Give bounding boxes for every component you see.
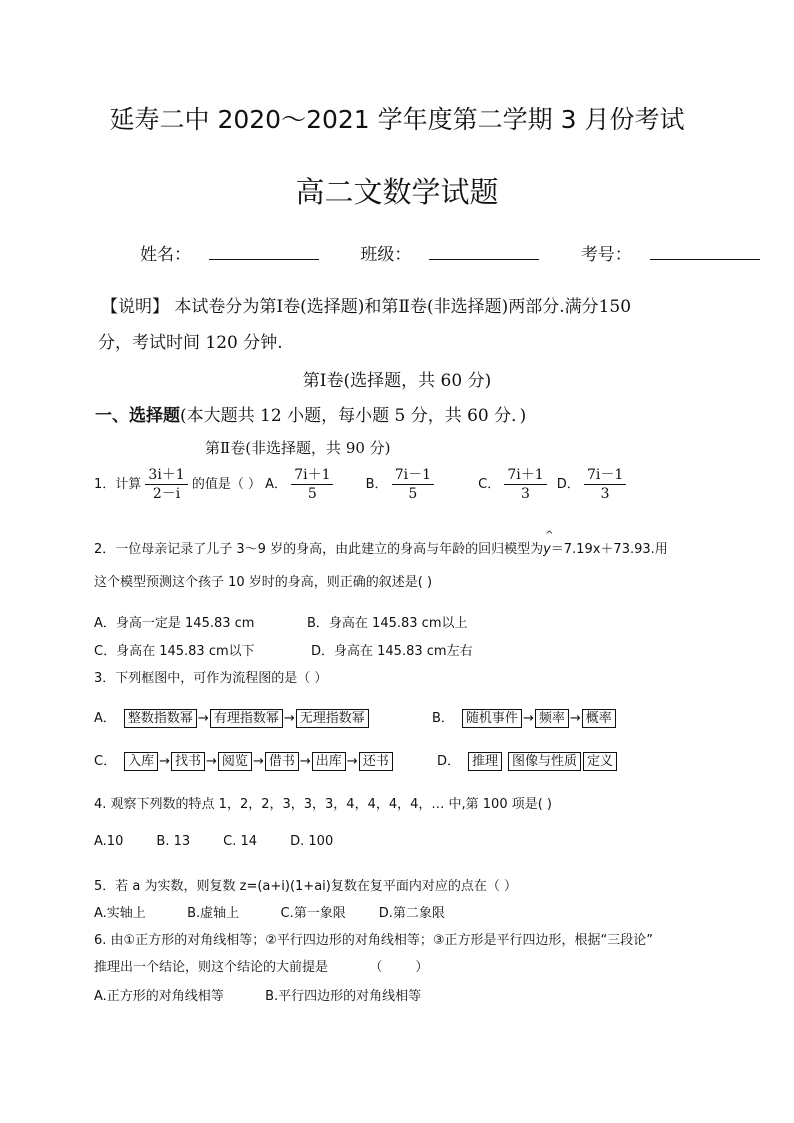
flow-box: 入库	[124, 752, 158, 771]
q1-opt-b-num: 7i－1	[392, 466, 434, 485]
question-4-stem: 4. 观察下列数的特点 1，2，2，3，3，3，4，4，4，4，… 中,第 100 项是( )	[94, 797, 552, 812]
q1-opt-a-den: 5	[307, 486, 317, 502]
student-info	[140, 240, 794, 265]
q1-opt-a-num: 7i＋1	[291, 466, 333, 485]
q1-opt-d-den: 3	[600, 486, 610, 502]
q1-fraction	[145, 466, 187, 503]
question-2-line-2: 这个模型预测这个孩子 10 岁时的身高，则正确的叙述是( )	[94, 575, 433, 590]
q1-opt-b-label: B．	[365, 477, 388, 492]
q1-frac-den: 2－i	[152, 486, 181, 502]
flow-box: 还书	[359, 752, 393, 771]
q5-options: A.实轴上 B.虚轴上 C.第一象限 D.第二象限	[94, 906, 445, 921]
q3-option-c	[94, 750, 393, 771]
question-6-line-1: 6. 由①正方形的对角线相等；②平行四边形的对角线相等；③正方形是平行四边形，根据“三段论”	[94, 933, 653, 948]
class-label: 班级：	[360, 245, 412, 265]
arrow-icon: →	[159, 754, 170, 769]
flow-box: 出库	[312, 752, 346, 771]
q1-frac-num: 3i＋1	[145, 466, 187, 485]
q1-opt-d-num: 7i－1	[584, 466, 626, 485]
flow-box: 找书	[171, 752, 205, 771]
arrow-icon: →	[252, 754, 264, 769]
class-blank[interactable]	[429, 245, 539, 260]
flow-box: 有理指数幂	[210, 709, 283, 728]
q4-options: A.10 B. 13 C. 14 D. 100	[94, 834, 334, 849]
q1-opt-b-den: 5	[408, 486, 418, 502]
arrow-icon: →	[346, 754, 358, 769]
q1-opt-c-den: 3	[521, 486, 530, 502]
arrow-icon: →	[197, 711, 209, 726]
note-line-1: 【说明】 本试卷分为第Ⅰ卷(选择题)和第Ⅱ卷(非选择题)两部分.满分150	[101, 297, 632, 317]
flow-box: 无理指数幂	[296, 709, 369, 728]
exam-no-field[interactable]	[581, 245, 778, 265]
q2-option-c: C．身高在 145.83 cm以下	[94, 644, 255, 659]
note-line-2: 分，考试时间 120 分钟.	[98, 333, 283, 353]
flow-box: 概率	[582, 709, 616, 728]
arrow-icon: →	[206, 754, 217, 769]
q1-opt-a-label: A．	[265, 477, 288, 492]
q2-text-a: 2．一位母亲记录了儿子 3～9 岁的身高，由此建立的身高与年龄的回归模型为	[94, 542, 544, 557]
q2-option-b: B．身高在 145.83 cm以上	[307, 616, 468, 631]
arrow-icon: →	[283, 711, 295, 726]
q3-option-b	[432, 707, 616, 728]
q3-c-label: C．	[94, 754, 117, 769]
section-1-heading-rest: (本大题共 12 小题，每小题 5 分，共 60 分．)	[180, 406, 527, 426]
arrow-icon: →	[299, 754, 311, 769]
q6-options: A.正方形的对角线相等 B.平行四边形的对角线相等	[94, 989, 422, 1004]
section-1-heading-bold: 一、选择题	[95, 406, 180, 426]
question-6-line-2: 推理出一个结论，则这个结论的大前提是 （ ）	[94, 960, 429, 975]
exam-no-label: 考号：	[580, 245, 632, 265]
question-1	[94, 466, 626, 503]
flow-box: 图像与性质	[508, 752, 581, 771]
section-1-heading	[95, 401, 526, 426]
exam-title: 延寿二中 2020～2021 学年度第二学期 3 月份考试	[109, 105, 685, 134]
q1-stem-rest: 的值是（ ）	[191, 477, 261, 492]
q1-opt-c	[504, 466, 546, 503]
q1-opt-a	[291, 466, 333, 503]
flow-box: 频率	[535, 709, 569, 728]
flow-box: 借书	[265, 752, 299, 771]
q2-y-hat: ^ y	[543, 542, 551, 557]
q1-opt-c-num: 7i＋1	[504, 466, 546, 485]
flow-box: 定义	[583, 752, 617, 771]
q3-b-label: B．	[432, 711, 454, 726]
q1-prefix: 1．计算	[94, 477, 142, 492]
section-1-title: 第Ⅰ卷(选择题，共 60 分)	[302, 371, 492, 391]
name-blank[interactable]	[209, 245, 319, 260]
q1-opt-d	[584, 466, 626, 503]
name-label: 姓名：	[140, 245, 191, 265]
q3-d-label: D．	[437, 754, 461, 769]
class-field[interactable]	[360, 245, 557, 265]
q2-option-d: D．身高在 145.83 cm左右	[311, 644, 473, 659]
flow-box: 推理	[468, 752, 502, 771]
name-field[interactable]	[140, 245, 337, 265]
q2-text-b: ＝7.19x＋73.93.用	[550, 542, 668, 557]
q2-option-a: A．身高一定是 145.83 cm	[94, 616, 255, 631]
section-2-title: 第Ⅱ卷(非选择题，共 90 分)	[205, 439, 391, 457]
exam-subtitle: 高二文数学试题	[295, 175, 499, 209]
flow-box: 整数指数幂	[124, 709, 197, 728]
arrow-icon: →	[569, 711, 581, 726]
q3-a-label: A．	[94, 711, 116, 726]
arrow-icon: →	[522, 711, 534, 726]
q1-opt-d-label: D．	[556, 477, 580, 492]
question-5-stem: 5．若 a 为实数，则复数 z=(a+i)(1+ai)复数在复平面内对应的点在（ ）	[94, 879, 517, 894]
question-3-stem: 3．下列框图中，可作为流程图的是（ ）	[94, 671, 328, 686]
question-2-line-1	[94, 538, 668, 557]
flow-box: 阅览	[218, 752, 252, 771]
q3-option-a	[94, 707, 369, 728]
q1-opt-b	[392, 466, 434, 503]
q3-option-d	[437, 750, 617, 771]
exam-no-blank[interactable]	[650, 245, 760, 260]
flow-box: 随机事件	[462, 709, 522, 728]
q1-opt-c-label: C．	[478, 477, 501, 492]
